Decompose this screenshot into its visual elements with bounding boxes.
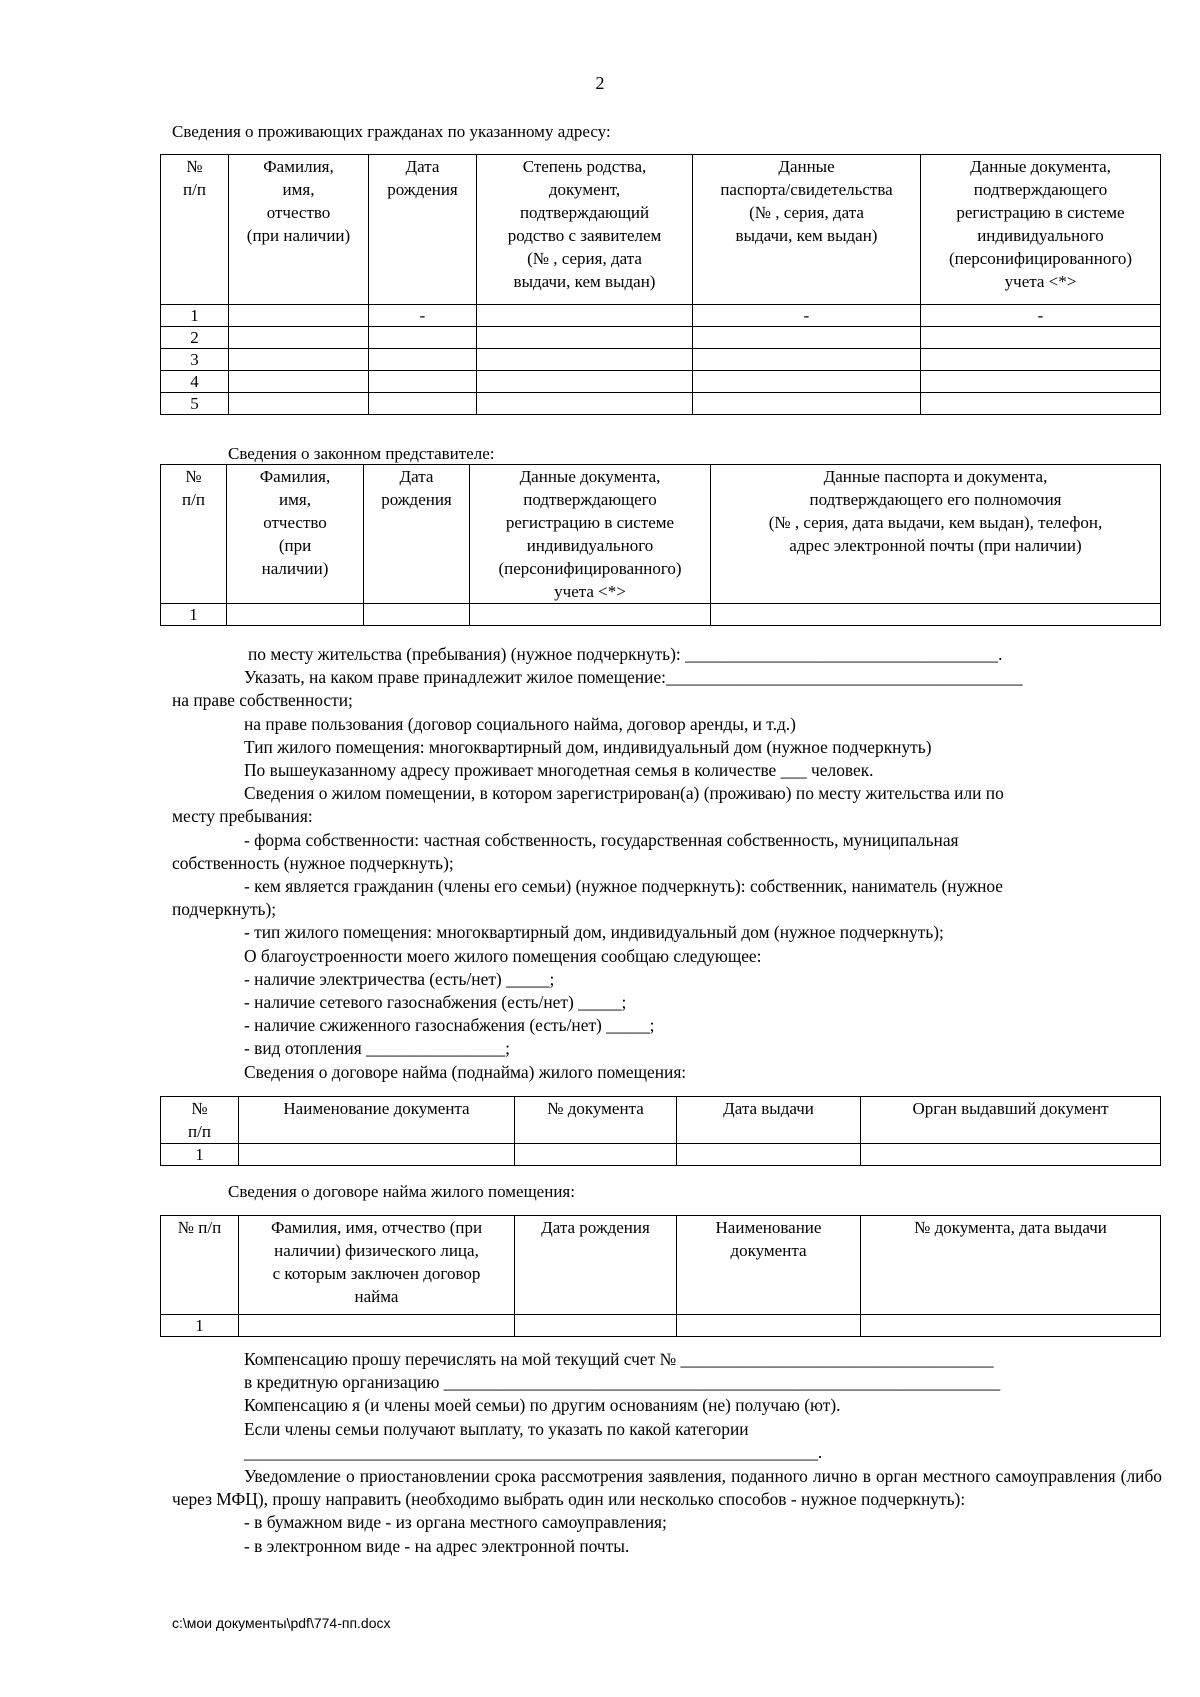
column-header: Дата выдачи [677,1097,861,1144]
body-line: подчеркнуть); [172,899,277,920]
table-cell [229,371,369,393]
body-line: на праве собственности; [172,690,353,711]
table-cell [921,327,1161,349]
table-cell [364,604,470,626]
table-cell [693,371,921,393]
column-header: № п/п [161,1097,239,1144]
table-cell [477,371,693,393]
table-header-row [161,465,1161,604]
table-cell [229,393,369,415]
table-cell [477,327,693,349]
notice-paragraph: Уведомление о приостановлении срока рассмотрения заявления, поданного лично в орган местного самоуправления (либо через МФЦ), прошу направить (необходимо выбрать один или несколько способов - нужное подчеркнуть): [172,1466,1162,1510]
table-row [161,305,1161,327]
lease-table [160,1215,1161,1337]
row-number-cell: 3 [161,349,229,371]
table-cell [477,349,693,371]
body-line: - наличие сжиженного газоснабжения (есть/нет) _____; [244,1015,655,1036]
table-cell [229,349,369,371]
table-row [161,393,1161,415]
body-line: собственность (нужное подчеркнуть); [172,852,454,873]
column-header: Дата рождения [364,465,470,604]
column-header: Дата рождения [369,155,477,305]
table-header-row [161,1097,1161,1144]
table-row [161,1315,1161,1337]
column-header: № п/п [161,465,227,604]
closing-line: __________________________________________________________________. [244,1441,823,1462]
row-number-cell: 1 [161,1315,239,1337]
body-line: О благоустроенности моего жилого помещения сообщаю следующее: [244,945,762,966]
column-header: Данные паспорта и документа, подтверждающего его полномочия (№ , серия, дата выдачи, кем выдан), телефон, адрес электронной почты (при наличии) [711,465,1161,604]
closing-line: Компенсацию прошу перечислять на мой текущий счет № ____________________________________ [244,1349,994,1369]
table-cell [227,604,364,626]
table-cell [921,393,1161,415]
body-line: - наличие сетевого газоснабжения (есть/нет) _____; [244,992,627,1013]
closing-line: Компенсацию я (и члены моей семьи) по другим основаниям (не) получаю (ют). [244,1395,841,1416]
column-header: Фамилия, имя, отчество (при наличии) [227,465,364,604]
table-cell [693,327,921,349]
table-cell [477,393,693,415]
table-cell [515,1144,677,1166]
body-line: По вышеуказанному адресу проживает многодетная семья в количестве ___ человек. [244,760,874,781]
column-header: Фамилия, имя, отчество (при наличии) физического лица, с которым заключен договор найма [239,1216,515,1315]
body-line: по месту жительства (пребывания) (нужное подчеркнуть): ____________________________________. [248,644,1003,664]
table-cell [677,1144,861,1166]
column-header: Орган выдавший документ [861,1097,1161,1144]
table-row [161,327,1161,349]
column-header: Данные паспорта/свидетельства (№ , серия, дата выдачи, кем выдан) [693,155,921,305]
table-cell [239,1144,515,1166]
table-header-row [161,155,1161,305]
notice-block [172,1465,1162,1558]
closing-line: в кредитную организацию ________________________________________________________________ [244,1372,1001,1393]
table-cell [369,349,477,371]
column-header: № документа [515,1097,677,1144]
table-row [161,604,1161,626]
table-cell [861,1315,1161,1337]
table-cell: - [693,305,921,327]
table-header-row [161,1216,1161,1315]
body-line: на праве пользования (договор социального найма, договор аренды, и т.д.) [244,713,796,734]
sublease-table [160,1096,1161,1166]
footer-file-path: c:\мои документы\pdf\774-пп.docx [172,1615,391,1631]
column-header: Наименование документа [677,1216,861,1315]
body-line: Указать, на каком праве принадлежит жилое помещение:_________________________________________ [244,667,1023,688]
notice-option-electronic: - в электронном виде - на адрес электронной почты. [244,1535,630,1556]
representative-heading: Сведения о законном представителе: [228,444,495,463]
column-header: Фамилия, имя, отчество (при наличии) [229,155,369,305]
table-cell [515,1315,677,1337]
table-cell [369,371,477,393]
table-cell [229,305,369,327]
body-line: - кем является гражданин (члены его семьи) (нужное подчеркнуть): собственник, наниматель (нужное [244,876,1004,897]
lease-heading: Сведения о договоре найма жилого помещения: [228,1182,575,1201]
column-header: Степень родства, документ, подтверждающий родство с заявителем (№ , серия, дата выдачи, кем выдан) [477,155,693,305]
table-cell: - [921,305,1161,327]
row-number-cell: 1 [161,1144,239,1166]
body-line: месту пребывания: [172,806,313,827]
body-line: - форма собственности: частная собственность, государственная собственность, муниципальная [244,829,959,850]
column-header: Наименование документа [239,1097,515,1144]
column-header: Данные документа, подтверждающего регистрацию в системе индивидуального (персонифицированного) учета <*> [470,465,711,604]
table-cell [921,371,1161,393]
table-cell [861,1144,1161,1166]
closing-line: Если члены семьи получают выплату, то указать по какой категории [244,1418,749,1439]
notice-option-paper: - в бумажном виде - из органа местного самоуправления; [244,1512,667,1533]
residents-table [160,154,1161,415]
representative-table [160,464,1161,626]
body-line: Тип жилого помещения: многоквартирный дом, индивидуальный дом (нужное подчеркнуть) [244,736,932,757]
table-cell [677,1315,861,1337]
body-line: Сведения о жилом помещении, в котором зарегистрирован(а) (проживаю) по месту жительства или по [244,783,1004,804]
table-row [161,1144,1161,1166]
table-cell [369,393,477,415]
body-line: - наличие электричества (есть/нет) _____; [244,968,555,989]
page-number: 2 [595,73,605,93]
row-number-cell: 2 [161,327,229,349]
table-cell: - [369,305,477,327]
column-header: № п/п [161,1216,239,1315]
table-row [161,371,1161,393]
column-header: № п/п [161,155,229,305]
table-cell [693,393,921,415]
body-line: - тип жилого помещения: многоквартирный дом, индивидуальный дом (нужное подчеркнуть); [244,922,944,943]
table-cell [369,327,477,349]
row-number-cell: 5 [161,393,229,415]
body-line: Сведения о договоре найма (поднайма) жилого помещения: [244,1061,687,1082]
table-cell [470,604,711,626]
table-row [161,349,1161,371]
column-header: Данные документа, подтверждающего регистрацию в системе индивидуального (персонифицированного) учета <*> [921,155,1161,305]
table-cell [693,349,921,371]
table-cell [711,604,1161,626]
residents-heading: Сведения о проживающих гражданах по указанному адресу: [172,122,611,141]
column-header: № документа, дата выдачи [861,1216,1161,1315]
table-cell [229,327,369,349]
row-number-cell: 1 [161,604,227,626]
row-number-cell: 1 [161,305,229,327]
row-number-cell: 4 [161,371,229,393]
table-cell [239,1315,515,1337]
table-cell [921,349,1161,371]
column-header: Дата рождения [515,1216,677,1315]
table-cell [477,305,693,327]
body-text [172,643,1162,1084]
closing-text [172,1348,1162,1464]
body-line: - вид отопления ________________; [244,1038,511,1059]
